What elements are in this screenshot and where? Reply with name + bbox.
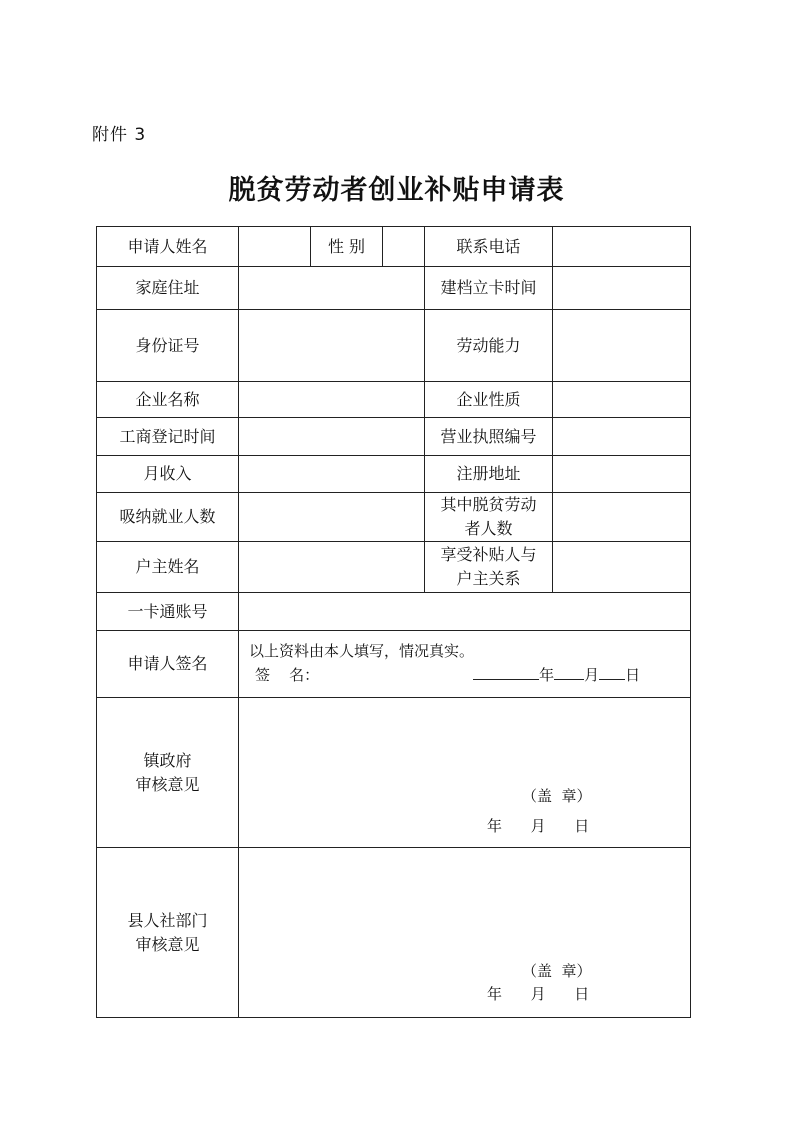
sign-label: 签 名： bbox=[255, 666, 320, 684]
card-account-label: 一卡通账号 bbox=[97, 593, 239, 631]
town-review-label bbox=[97, 698, 239, 848]
applicant-signature-label: 申请人签名 bbox=[97, 631, 239, 698]
table-row bbox=[97, 418, 691, 456]
beneficiary-relation-label-line2: 户主关系 bbox=[456, 569, 521, 588]
registered-address-label: 注册地址 bbox=[425, 456, 553, 493]
table-row bbox=[97, 382, 691, 418]
company-name-label: 企业名称 bbox=[97, 382, 239, 418]
poverty-workers-label bbox=[425, 493, 553, 542]
year-blank[interactable] bbox=[473, 663, 539, 680]
county-review-field[interactable] bbox=[239, 848, 691, 1018]
applicant-name-label: 申请人姓名 bbox=[97, 227, 239, 267]
table-row bbox=[97, 227, 691, 267]
monthly-income-label: 月收入 bbox=[97, 456, 239, 493]
county-seal-label: （盖 章） bbox=[522, 962, 592, 980]
county-review-label-line1: 县人社部门 bbox=[127, 910, 208, 930]
registered-address-field[interactable] bbox=[553, 456, 691, 493]
table-row bbox=[97, 631, 691, 698]
town-review-field[interactable] bbox=[239, 698, 691, 848]
company-nature-label: 企业性质 bbox=[425, 382, 553, 418]
company-name-field[interactable] bbox=[239, 382, 425, 418]
month-label: 月 bbox=[584, 666, 600, 684]
file-time-field[interactable] bbox=[553, 267, 691, 310]
day-label: 日 bbox=[625, 666, 641, 684]
table-row bbox=[97, 848, 691, 1018]
table-row bbox=[97, 456, 691, 493]
signature-line bbox=[249, 663, 690, 687]
town-review-label-line1: 镇政府 bbox=[143, 750, 192, 770]
application-form bbox=[96, 226, 691, 1018]
month-blank[interactable] bbox=[554, 663, 584, 680]
home-address-label: 家庭住址 bbox=[97, 267, 239, 310]
license-number-field[interactable] bbox=[553, 418, 691, 456]
town-seal-label: （盖 章） bbox=[522, 787, 592, 805]
company-nature-field[interactable] bbox=[553, 382, 691, 418]
poverty-workers-label-line1: 其中脱贫劳动 bbox=[440, 495, 537, 514]
table-row bbox=[97, 493, 691, 542]
table-row bbox=[97, 310, 691, 382]
labor-ability-field[interactable] bbox=[553, 310, 691, 382]
file-time-label: 建档立卡时间 bbox=[425, 267, 553, 310]
registration-time-label: 工商登记时间 bbox=[97, 418, 239, 456]
card-account-field[interactable] bbox=[239, 593, 691, 631]
table-row bbox=[97, 593, 691, 631]
county-review-label-line2: 审核意见 bbox=[135, 934, 200, 954]
applicant-signature-field[interactable] bbox=[239, 631, 691, 698]
beneficiary-relation-label bbox=[425, 542, 553, 593]
phone-field[interactable] bbox=[553, 227, 691, 267]
gender-field[interactable] bbox=[383, 227, 425, 267]
home-address-field[interactable] bbox=[239, 267, 425, 310]
poverty-workers-label-line2: 者人数 bbox=[464, 519, 513, 538]
county-review-label bbox=[97, 848, 239, 1018]
table-row bbox=[97, 698, 691, 848]
beneficiary-relation-label-line1: 享受补贴人与 bbox=[440, 545, 537, 564]
phone-label: 联系电话 bbox=[425, 227, 553, 267]
beneficiary-relation-field[interactable] bbox=[553, 542, 691, 593]
householder-name-field[interactable] bbox=[239, 542, 425, 593]
householder-name-label: 户主姓名 bbox=[97, 542, 239, 593]
registration-time-field[interactable] bbox=[239, 418, 425, 456]
page-title: 脱贫劳动者创业补贴申请表 bbox=[228, 175, 565, 206]
applicant-name-field[interactable] bbox=[239, 227, 311, 267]
id-number-label: 身份证号 bbox=[97, 310, 239, 382]
year-label: 年 bbox=[539, 666, 555, 684]
poverty-workers-field[interactable] bbox=[553, 493, 691, 542]
town-date-label: 年 月 日 bbox=[487, 817, 590, 835]
town-review-label-line2: 审核意见 bbox=[135, 774, 200, 794]
license-number-label: 营业执照编号 bbox=[425, 418, 553, 456]
table-row bbox=[97, 267, 691, 310]
day-blank[interactable] bbox=[599, 663, 625, 680]
employees-hired-label: 吸纳就业人数 bbox=[97, 493, 239, 542]
attachment-label: 附件 3 bbox=[92, 125, 147, 145]
monthly-income-field[interactable] bbox=[239, 456, 425, 493]
table-row bbox=[97, 542, 691, 593]
county-date-label: 年 月 日 bbox=[487, 985, 590, 1003]
gender-label: 性 别 bbox=[311, 227, 383, 267]
id-number-field[interactable] bbox=[239, 310, 425, 382]
labor-ability-label: 劳动能力 bbox=[425, 310, 553, 382]
declaration-text: 以上资料由本人填写，情况真实。 bbox=[249, 642, 475, 660]
employees-hired-field[interactable] bbox=[239, 493, 425, 542]
